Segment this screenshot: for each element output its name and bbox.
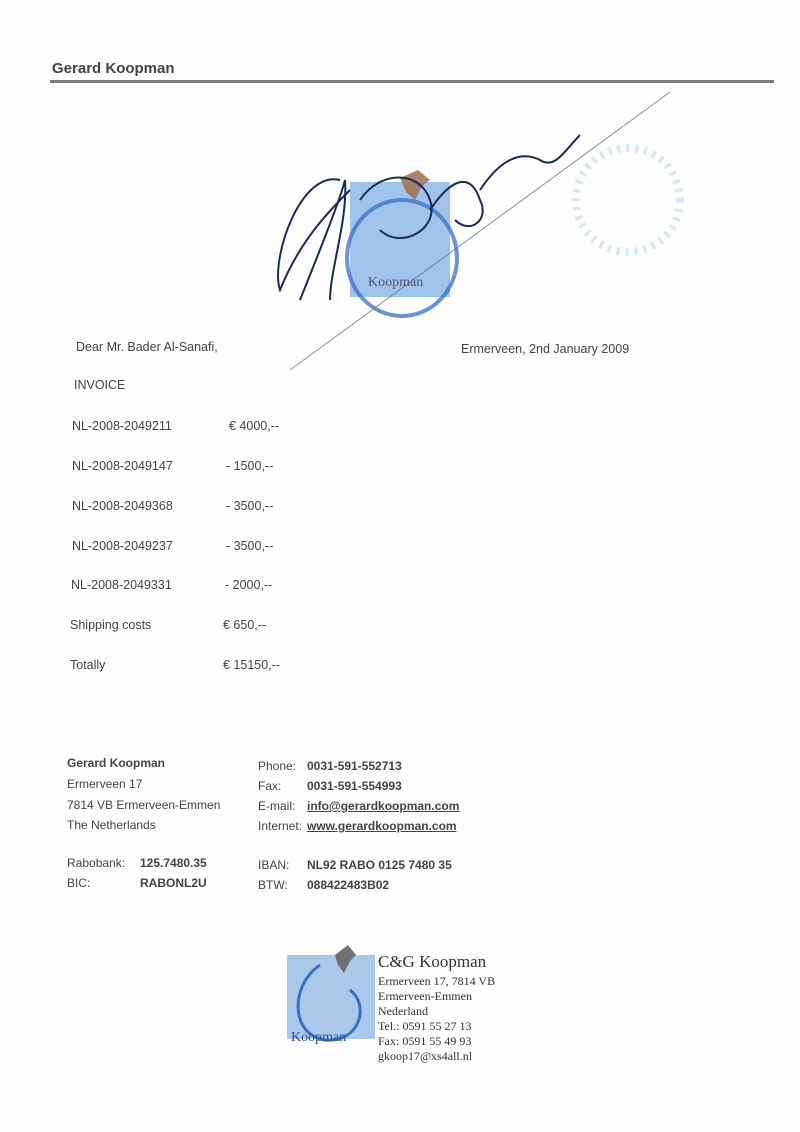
stamp-line: Tel.: 0591 55 27 13 <box>378 1019 472 1033</box>
bank-value: 125.7480.35 <box>140 856 207 870</box>
invoice-line-amount: - 3500,-- <box>226 539 274 553</box>
invoice-line <box>72 499 332 517</box>
invoice-line <box>71 578 331 596</box>
stamp-address <box>378 974 495 1064</box>
invoice-line-amount: - 3500,-- <box>226 499 274 513</box>
invoice-line <box>72 419 332 437</box>
salutation: Dear Mr. Bader Al-Sanafi, <box>76 340 218 354</box>
invoice-line-label: NL-2008-2049331 <box>71 578 172 592</box>
footer-country: The Netherlands <box>67 818 156 832</box>
bic-label: BIC: <box>67 876 91 890</box>
footer-city: 7814 VB Ermerveen-Emmen <box>67 798 221 812</box>
email-link[interactable]: info@gerardkoopman.com <box>307 799 460 813</box>
iban-label: IBAN: <box>258 858 290 872</box>
invoice-line-label: NL-2008-2049211 <box>72 419 172 433</box>
btw-label: BTW: <box>258 878 288 892</box>
email-label: E-mail: <box>258 799 296 813</box>
invoice-line-label: Shipping costs <box>70 618 152 632</box>
stamp-line: gkoop17@xs4all.nl <box>378 1049 473 1063</box>
invoice-total-amount: € 15150,-- <box>223 658 280 672</box>
invoice-line-label: NL-2008-2049147 <box>72 459 173 473</box>
iban-value: NL92 RABO 0125 7480 35 <box>307 858 452 872</box>
stamp-line: Ermerveen-Emmen <box>378 989 472 1003</box>
letterhead-name: Gerard Koopman <box>52 60 175 77</box>
phone-label: Phone: <box>258 759 297 773</box>
stamp-line: Fax: 0591 55 49 93 <box>378 1034 472 1048</box>
invoice-title: INVOICE <box>74 378 126 392</box>
footer-name: Gerard Koopman <box>67 756 166 770</box>
stamp-line: Nederland <box>378 1004 428 1018</box>
signature-logo-text: Koopman <box>368 275 424 290</box>
invoice-line-amount: € 650,-- <box>223 618 267 632</box>
stamp-title: C&G Koopman <box>378 952 487 971</box>
invoice-line <box>72 459 332 477</box>
bank-label: Rabobank: <box>67 856 126 870</box>
internet-label: Internet: <box>258 819 303 833</box>
invoice-line-label: NL-2008-2049368 <box>72 499 173 513</box>
invoice-line-amount: - 2000,-- <box>225 578 273 592</box>
invoice-line-amount: € 4000,-- <box>229 419 280 433</box>
invoice-line <box>70 618 330 636</box>
website-link[interactable]: www.gerardkoopman.com <box>307 819 457 833</box>
btw-value: 088422483B02 <box>307 878 390 892</box>
fax-label: Fax: <box>258 779 282 793</box>
footer-street: Ermerveen 17 <box>67 777 143 791</box>
letter-date: Ermerveen, 2nd January 2009 <box>461 342 630 356</box>
invoice-line-label: NL-2008-2049237 <box>72 539 173 553</box>
invoice-total-label: Totally <box>70 658 106 672</box>
invoice-line <box>72 539 332 557</box>
phone-value: 0031-591-552713 <box>307 759 402 773</box>
bic-value: RABONL2U <box>140 876 207 890</box>
fax-value: 0031-591-554993 <box>307 779 402 793</box>
invoice-line-amount: - 1500,-- <box>226 459 274 473</box>
stamp-logo-text: Koopman <box>291 1030 347 1045</box>
invoice-total <box>70 658 330 676</box>
stamp-line: Ermerveen 17, 7814 VB <box>378 974 496 988</box>
